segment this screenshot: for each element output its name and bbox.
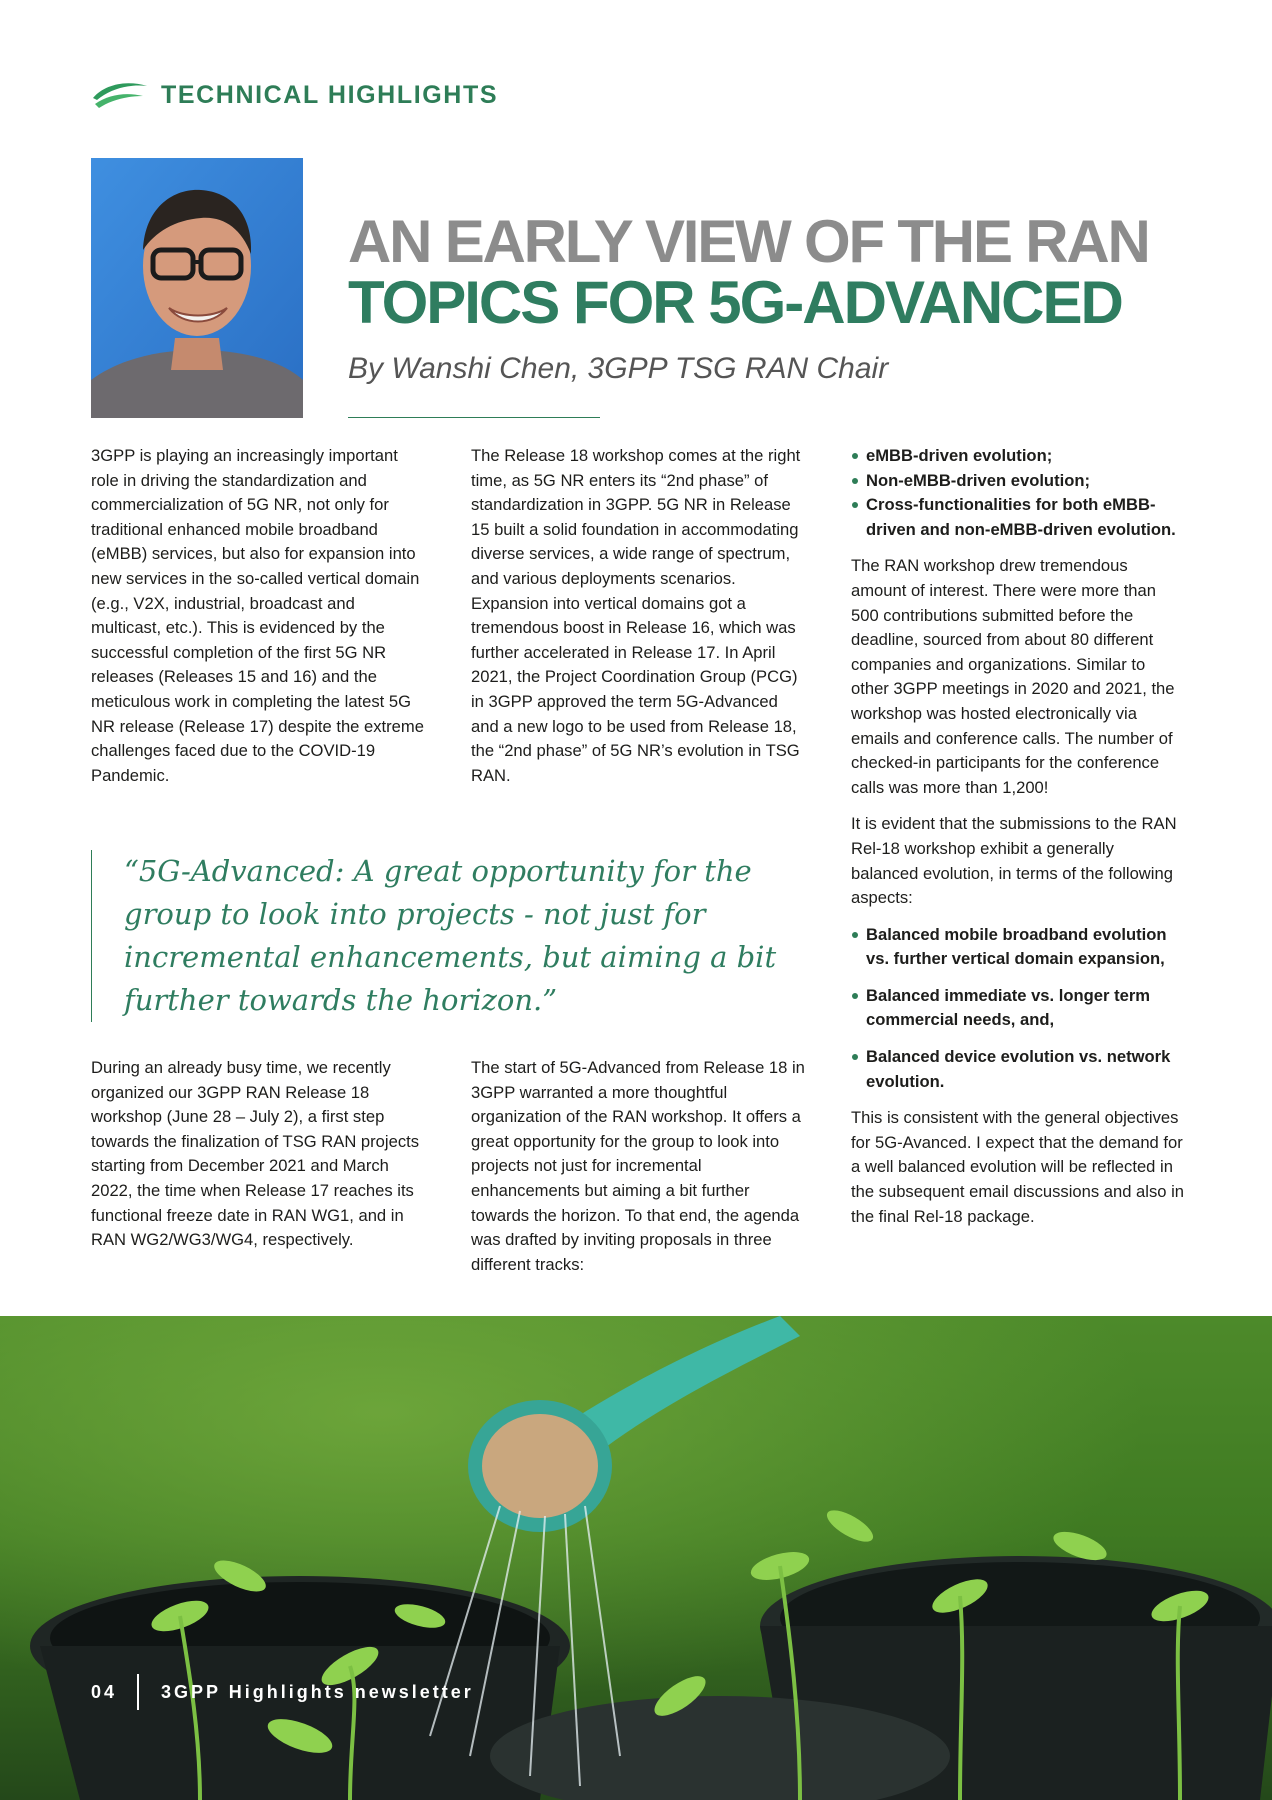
list-item: eMBB-driven evolution; — [851, 444, 1185, 469]
paragraph: This is consistent with the general objectives for 5G-Avanced. I expect that the demand for a well balanced evolution will be reflected in the subsequent email discussions and also in the final Rel-18 package. — [851, 1108, 1185, 1226]
list-item: Balanced device evolution vs. network evolution. — [851, 1045, 1185, 1094]
column-2-bottom — [471, 1056, 805, 1289]
paragraph: 3GPP is playing an increasingly important role in driving the standardization and commercialization of 5G NR, not only for traditional enhanced mobile broadband (eMBB) services, but also for expansion into new services in the so-called vertical domain (e.g., V2X, industrial, broadcast and multicast, etc.). This is evidenced by the successful completion of the first 5G NR releases (Releases 15 and 16) and the meticulous work in completing the latest 5G NR release (Release 17) despite the extreme challenges faced due to the COVID-19 Pandemic. — [91, 446, 424, 785]
paragraph: The Release 18 workshop comes at the right time, as 5G NR enters its “2nd phase” of standardization in 3GPP. 5G NR in Release 15 built a solid foundation in accommodating diverse services, a wide range of spectrum, and various deployments scenarios. Expansion into vertical domains got a tremendous boost in Release 16, which was further accelerated in Release 17. In April 2021, the Project Coordination Group (PCG) in 3GPP approved the term 5G-Advanced and a new logo to be used from Release 18, the “2nd phase” of 5G NR’s evolution in TSG RAN. — [471, 446, 801, 785]
paragraph: The RAN workshop drew tremendous amount of interest. There were more than 500 contributions submitted before the deadline, sourced from about 80 different companies and organizations. Similar to other 3GPP meetings in 2020 and 2021, the workshop was hosted electronically via emails and conference calls. The number of checked-in participants for the conference calls was more than 1,200! — [851, 556, 1175, 797]
column-1-top — [91, 444, 425, 800]
title-line-2: TOPICS FOR 5G-ADVANCED — [348, 269, 1122, 336]
column-3 — [851, 444, 1185, 1241]
pull-quote-text: “5G-Advanced: A great opportunity for the group to look into projects - not just for incremental enhancements, but aiming a bit further towards the horizon.” — [124, 854, 777, 1017]
leaf-swoosh-icon — [91, 78, 149, 112]
byline: By Wanshi Chen, 3GPP TSG RAN Chair — [348, 352, 889, 385]
publication-name: 3GPP Highlights newsletter — [161, 1681, 474, 1702]
paragraph: During an already busy time, we recently organized our 3GPP RAN Release 18 workshop (June 28 – July 2), a first step towards the finalization of TSG RAN projects starting from December 2021 and March 2022, the time when Release 17 reaches its functional freeze date in RAN WG1, and in RAN WG2/WG3/WG4, respectively. — [91, 1058, 420, 1250]
title-line-1: AN EARLY VIEW OF THE RAN — [348, 208, 1149, 275]
page-footer — [91, 1674, 474, 1710]
section-header — [91, 78, 498, 112]
paragraph: The start of 5G-Advanced from Release 18 in 3GPP warranted a more thoughtful organization of the RAN workshop. It offers a great opportunity for the group to look into projects not just for incremental enhancements but aiming a bit further towards the horizon. To that end, the agenda was drafted by inviting proposals in three different tracks: — [471, 1058, 805, 1274]
pull-quote — [91, 850, 814, 1022]
author-portrait — [91, 158, 303, 418]
footer-divider — [137, 1674, 139, 1710]
page-number: 04 — [91, 1681, 118, 1702]
article-title — [348, 208, 1228, 336]
column-1-bottom — [91, 1056, 425, 1265]
list-item: Non-eMBB-driven evolution; — [851, 469, 1185, 494]
list-item: Balanced mobile broadband evolution vs. further vertical domain expansion, — [851, 923, 1185, 972]
title-divider — [348, 417, 600, 418]
balanced-aspects-list — [851, 923, 1185, 1095]
paragraph: It is evident that the submissions to the RAN Rel-18 workshop exhibit a generally balanced evolution, in terms of the following aspects: — [851, 814, 1177, 908]
column-2-top — [471, 444, 805, 800]
workshop-tracks-list — [851, 444, 1185, 542]
section-label: TECHNICAL HIGHLIGHTS — [161, 80, 499, 109]
watering-can-photo — [0, 1316, 1272, 1800]
list-item: Balanced immediate vs. longer term commercial needs, and, — [851, 984, 1185, 1033]
list-item: Cross-functionalities for both eMBB-driven and non-eMBB-driven evolution. — [851, 493, 1185, 542]
